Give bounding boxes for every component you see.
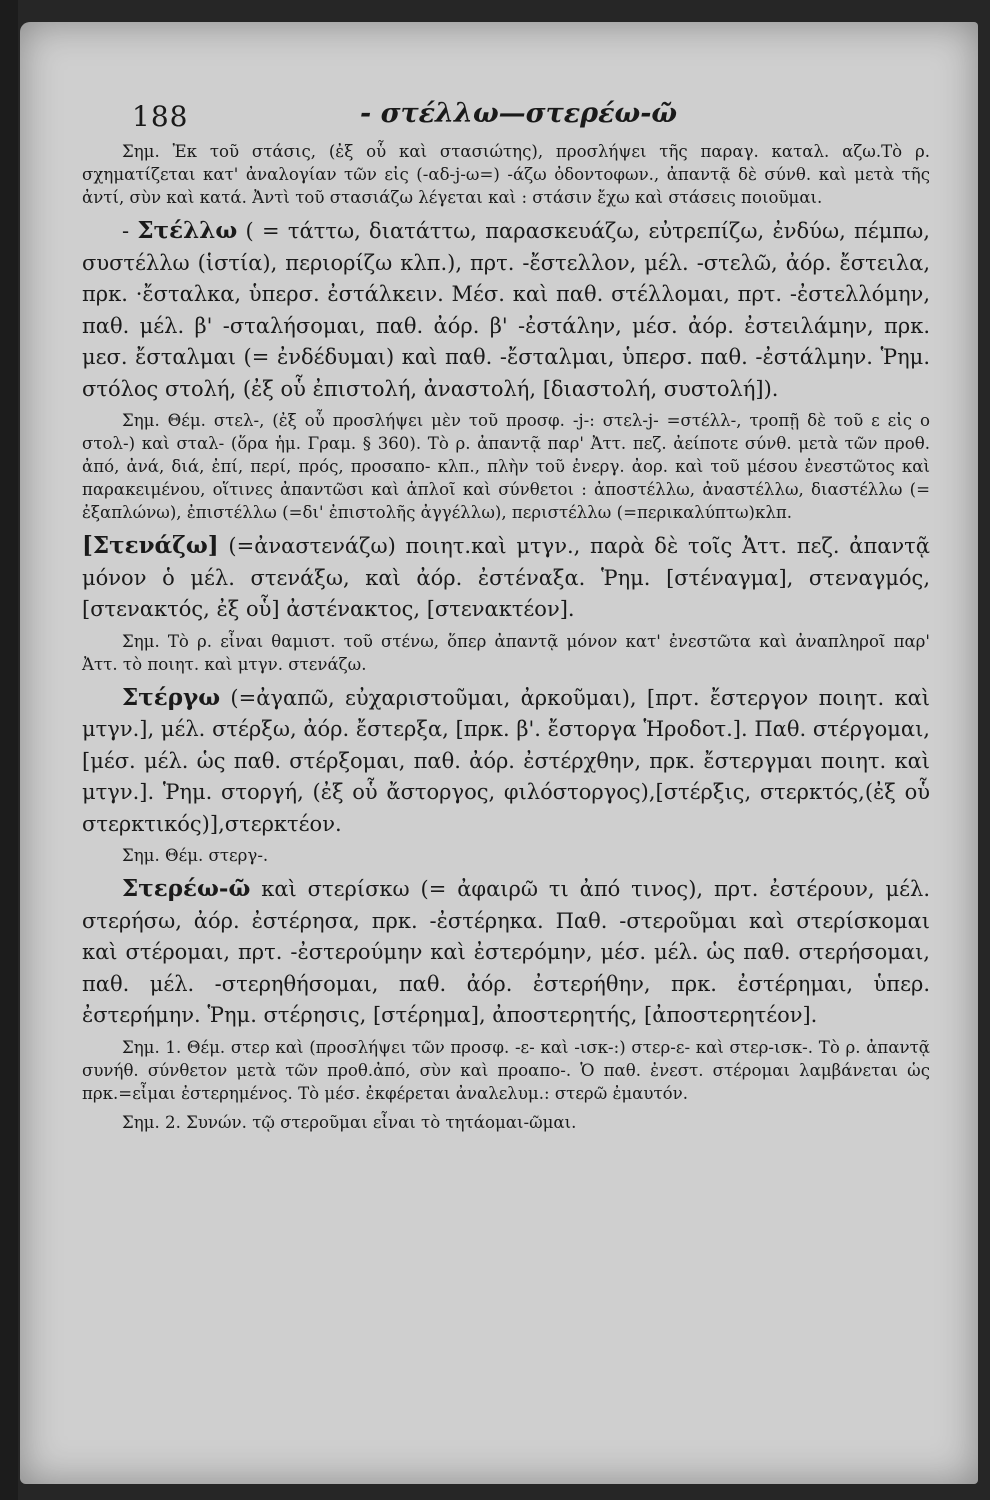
note-stergo: Σημ. Θέμ. στεργ-. <box>122 846 269 865</box>
entry-headword: Στέργω <box>122 683 221 711</box>
note-stenazo: Σημ. Τὸ ρ. εἶναι θαμιστ. τοῦ στένω, ὅπερ ἀπαντᾷ μόνον κατ' ἐνεστῶτα καὶ ἀναπληροῖ παρ' Ἀττ. τὸ ποιητ. καὶ μτγν. στενάζω. <box>82 631 930 674</box>
entry-headword: [Στενάζω] <box>82 532 219 559</box>
running-head: - στέλλω—στερέω-ῶ <box>360 98 678 129</box>
note-stello: Σημ. Θέμ. στελ-, (ἐξ οὗ προσλήψει μὲν τοῦ προσφ. -j-: στελ-j- =στέλλ-, τροπῇ δὲ τοῦ ε εἰς ο στολ-) καὶ σταλ- (ὅρα ἡμ. Γραμ. § 360). Τὸ ρ. ἀπαντᾷ παρ' Ἀττ. πεζ. ἀείποτε σύνθ. μετὰ τῶν προθ. ἀπό, ἀνά, διά, ἐπί, περί, πρός, προσαπο- κλπ., πλὴν τοῦ ἐνεργ. ἀορ. καὶ τοῦ μέσου ἐνεστῶτος καὶ παρακειμένου, οἵτινες ἀπαντῶσι καὶ ἁπλοῖ καὶ σύνθετοι : ἀποστέλλω, ἀναστέλλω, διαστέλλω (= ἐξαπλώνω), ἐπιστέλλω (=δι' ἐπιστολῆς ἀγγέλλω), περιστέλλω (=περικαλύπτω)κλπ. <box>82 411 930 522</box>
book-spine-shadow <box>0 0 18 1500</box>
page-body <box>82 140 930 1140</box>
entry-headword: Στερέω-ῶ <box>122 875 251 902</box>
book-page <box>20 22 978 1484</box>
note-stasis: Σημ. Ἐκ τοῦ στάσις, (ἐξ οὗ καὶ στασιώτης), προσλήψει τῆς παραγ. καταλ. αζω.Τὸ ρ. σχηματίζεται κατ' ἀναλογίαν τῶν εἰς (-αδ-j-ω=) -άζω ὀδοντοφων., ἀπαντᾷ δὲ σύνθ. καὶ μετὰ τῆς ἀντί, σὺν καὶ κατά. Ἀντὶ τοῦ στασιάζω λέγεται καὶ : στάσιν ἔχω καὶ στάσεις ποιοῦμαι. <box>82 142 930 207</box>
note-stereo-1: Σημ. 1. Θέμ. στερ καὶ (προσλήψει τῶν προσφ. -ε- καὶ -ισκ-:) στερ-ε- καὶ στερ-ισκ-. Τὸ ρ. ἀπαντᾷ συνήθ. σύνθετον μετὰ τῶν προθ.ἀπό, σὺν καὶ προαπο-. Ὁ παθ. ἐνεστ. στέρομαι λαμβάνεται ὡς πρκ.=εἶμαι ἐστερημένος. Τὸ μέσ. ἐκφέρεται ἀναλελυμ.: στερῶ ἐμαυτόν. <box>82 1037 930 1103</box>
entry-headword: Στέλλω <box>137 217 238 244</box>
page-header <box>20 82 978 142</box>
entry-stergo: Στέργω (=ἀγαπῶ, εὐχαριστοῦμαι, ἀρκοῦμαι), [πρτ. ἔστεργον ποιητ. καὶ μτγν.], μέλ. στέρξω, ἀόρ. ἔστερξα, [πρκ. β'. ἔστοργα Ἡροδοτ.]. Παθ. στέργομαι, [μέσ. μέλ. ὡς παθ. στέρξομαι, παθ. ἀόρ. ἐστέρχθην, πρκ. ἔστεργμαι ποιητ. καὶ μτγν.]. Ῥημ. στοργή, (ἐξ οὗ ἄστοργος, φιλόστοργος),[στέρξις, στερκτός,(ἐξ οὗ στερκτικός)],στερκτέον. <box>82 683 930 836</box>
entry-stello: - Στέλλω ( = τάττω, διατάττω, παρασκευάζω, εὐτρεπίζω, ἐνδύω, πέμπω, συστέλλω (ἱστία), περιορίζω κλπ.), πρτ. -ἔστελλον, μέλ. -στελῶ, ἀόρ. ἔστειλα, πρκ. ·ἔσταλκα, ὑπερσ. ἐστάλκειν. Μέσ. καὶ παθ. στέλλομαι, πρτ. -ἐστελλόμην, παθ. μέλ. β' -σταλήσομαι, παθ. ἀόρ. β' -ἐστάλην, μέσ. ἀόρ. ἐστειλάμην, πρκ. μεσ. ἔσταλμαι (= ἐνδέδυμαι) καὶ παθ. -ἔσταλμαι, ὑπερσ. παθ. -ἐστάλμην. Ῥημ. στόλος στολή, (ἐξ οὗ ἐπιστολή, ἀναστολή, [διαστολή, συστολή]). <box>82 217 930 401</box>
entry-stenazo: [Στενάζω] (=ἀναστενάζω) ποιητ.καὶ μτγν., παρὰ δὲ τοῖς Ἀττ. πεζ. ἀπαντᾷ μόνον ὁ μέλ. στενάξω, καὶ ἀόρ. ἐστέναξα. Ῥημ. [στέναγμα], στεναγμός, [στενακτός, ἐξ οὗ] ἀστένακτος, [στενακτέον]. <box>82 532 930 621</box>
note-stereo-2: Σημ. 2. Συνών. τῷ στεροῦμαι εἶναι τὸ τητάομαι-ῶμαι. <box>122 1112 577 1132</box>
entry-stereo: Στερέω-ῶ καὶ στερίσκω (= ἀφαιρῶ τι ἀπό τινος), πρτ. ἐστέρουν, μέλ. στερήσω, ἀόρ. ἐστέρησα, πρκ. -ἐστέρηκα. Παθ. -στεροῦμαι καὶ στερίσκομαι καὶ στέρομαι, πρτ. -ἐστερούμην καὶ ἐστερόμην, μέσ. μέλ. ὡς παθ. στερήσομαι, παθ. μέλ. -στερηθήσομαι, παθ. ἀόρ. ἐστερήθην, πρκ. ἐστέρημαι, ὑπερ. ἐστερήμην. Ῥημ. στέρησις, [στέρημα], ἀποστερητής, [ἀποστερητέον]. <box>82 875 930 1027</box>
page-number: 188 <box>132 100 189 133</box>
